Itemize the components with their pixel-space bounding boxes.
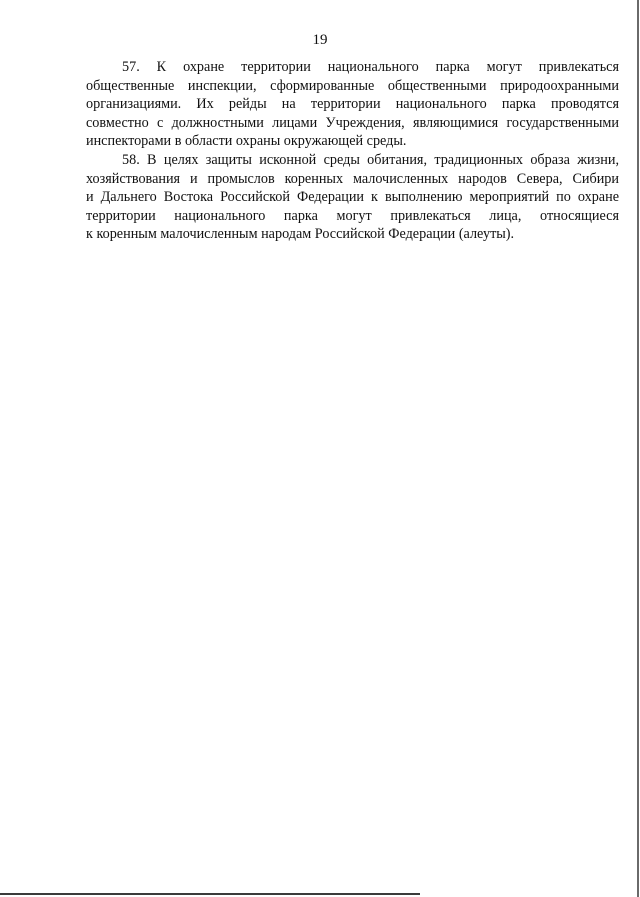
text-line: и Дальнего Востока Российской Федерации к выполнению мероприятий по охране — [86, 189, 619, 206]
text-line: организациями. Их рейды на территории национального парка проводятся — [86, 96, 619, 113]
paragraph-58 — [86, 151, 619, 244]
text-line: хозяйствования и промыслов коренных малочисленных народов Севера, Сибири — [86, 170, 619, 187]
text-line: к коренным малочисленным народам Российской Федерации (алеуты). — [86, 226, 515, 243]
text-line: инспекторами в области охраны окружающей среды. — [86, 133, 407, 150]
paragraph-57 — [86, 58, 619, 151]
text-line: совместно с должностными лицами Учреждения, являющимися государственными — [86, 114, 619, 131]
page-number: 19 — [312, 32, 328, 48]
document-body — [86, 58, 619, 244]
text-line: 58. В целях защиты исконной среды обитания, традиционных образа жизни, — [122, 151, 619, 168]
scan-edge-bottom — [0, 893, 420, 895]
text-line: общественные инспекции, сформированные общественными природоохранными — [86, 77, 619, 94]
scan-edge-right — [637, 0, 639, 897]
text-line: территории национального парка могут привлекаться лица, относящиеся — [86, 207, 619, 224]
text-line: 57. К охране территории национального парка могут привлекаться — [122, 59, 619, 75]
